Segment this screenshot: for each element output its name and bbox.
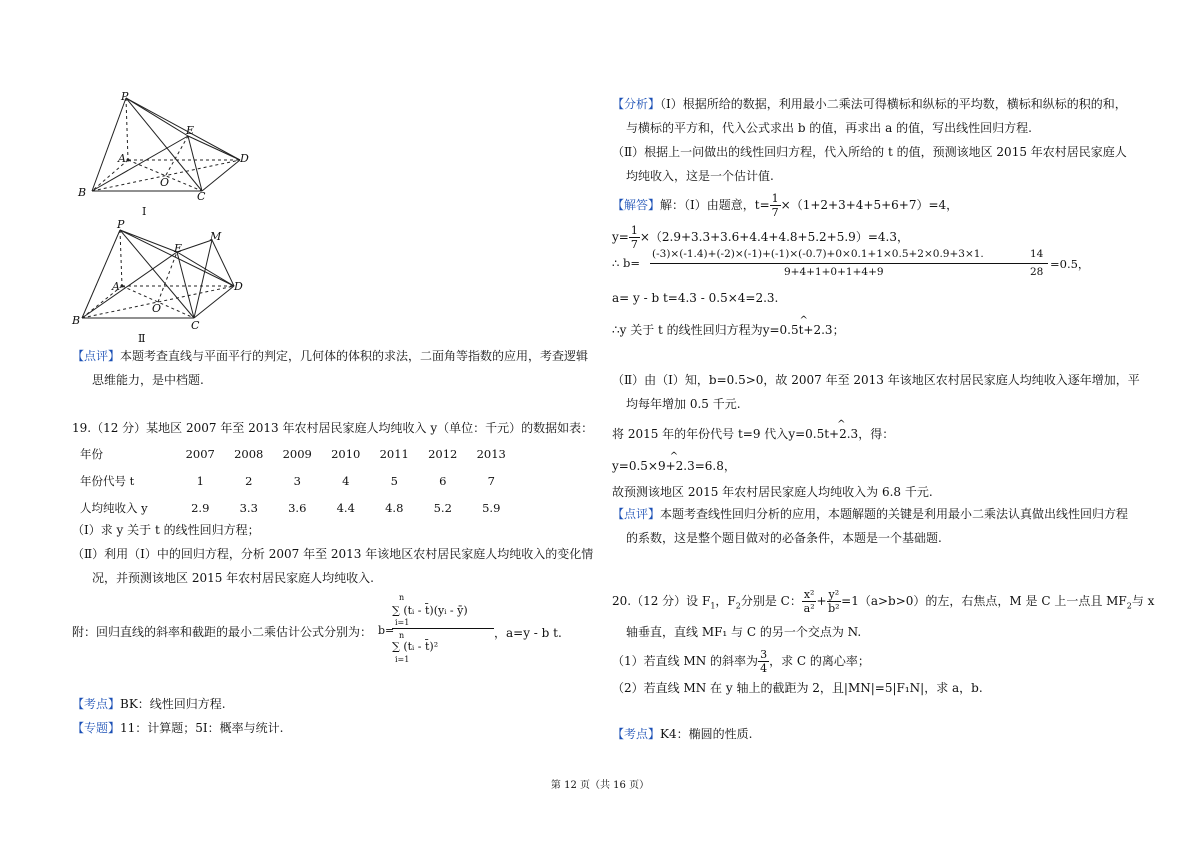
table-row-label: 年份代号 t — [80, 473, 135, 488]
table-cell: 1 — [196, 473, 204, 488]
part2-text-3a: 将 2015 年的年份代号 t=9 代入 — [612, 427, 789, 441]
table-row-label: 年份 — [80, 446, 103, 461]
q20-1-text-a: （1）若直线 MN 的斜率为 — [612, 654, 759, 668]
fenxi-line-4: 均纯收入，这是一个估计值. — [626, 169, 774, 183]
question-20-part-2: （2）若直线 MN 在 y 轴上的截距为 2，且|MN|=5|F₁N|，求 a，b. — [612, 681, 983, 695]
part2-line-2: 均每年增加 0.5 千元. — [626, 397, 741, 411]
q20-plus: + — [816, 594, 827, 608]
question-19-heading: 19.（12 分）某地区 2007 年至 2013 年农村居民家庭人均纯收入 y（单位：千元）的数据如表： — [72, 421, 594, 435]
question-19-part-2b: 况，并预测该地区 2015 年农村居民家庭人均纯收入. — [92, 571, 374, 585]
y-bar-text: ×（2.9+3.3+3.6+4.4+4.8+5.2+5.9）=4.3， — [639, 230, 909, 244]
point-label-d: D — [240, 152, 249, 165]
b-denominator-2: 28 — [1030, 266, 1044, 278]
q20-text-d: =1（a>b>0）的左，右焦点，M 是 C 上一点且 MF — [841, 594, 1127, 608]
table-cell: 2012 — [428, 446, 458, 461]
kaodian-tag-left: 【考点】 — [72, 697, 121, 711]
fraction-denominator: 7 — [630, 238, 638, 251]
b-prefix: ∴ b= — [612, 256, 640, 270]
formula-sum-bot: i=1 — [395, 618, 410, 627]
kaodian-line-right — [612, 726, 752, 742]
question-19-part-2a: （Ⅱ）利用（Ⅰ）中的回归方程，分析 2007 年至 2013 年该地区农村居民家庭人均纯收入的变化情 — [72, 547, 594, 561]
part2-text-3b: ^ y=0.5t+2.3，得： — [788, 426, 894, 442]
table-cell: 6 — [439, 473, 447, 488]
fenxi-line-1 — [612, 96, 1127, 112]
y-bar-label: y= — [612, 230, 629, 244]
comment-tag: 【点评】 — [72, 349, 121, 363]
formula-sum-top-den: n — [399, 631, 405, 640]
table-cell: 2.9 — [191, 500, 210, 515]
geometry-figure-2 — [70, 222, 270, 332]
fraction-3-4 — [758, 648, 769, 675]
table-row — [72, 440, 516, 467]
point-label-d2: D — [234, 280, 243, 293]
table-cell: 4 — [342, 473, 350, 488]
dianping-tag: 【点评】 — [612, 507, 661, 521]
fraction-denominator: 4 — [760, 662, 768, 675]
data-table — [72, 440, 516, 521]
b-numerator: (-3)×(-1.4)+(-2)×(-1)+(-1)×(-0.7)+0×0.1+1×0.5+2×0.9+3×1. — [652, 248, 984, 260]
jieda-text-1a: 解：（Ⅰ）由题意， — [660, 198, 755, 212]
fraction-denominator: a² — [803, 602, 815, 615]
fenxi-line-2: 与横标的平方和，代入公式求出 b 的值，再求出 a 的值，写出线性回归方程. — [626, 121, 1032, 135]
formula-sum-top: n — [399, 593, 405, 602]
question-19-part-1: （Ⅰ）求 y 关于 t 的线性回归方程； — [72, 523, 260, 537]
table-cell: 2 — [245, 473, 253, 488]
table-cell: 3.3 — [239, 500, 258, 515]
fraction-x2-a2 — [802, 588, 817, 615]
point-label-o2: O — [152, 302, 162, 315]
zhuanti-line — [72, 720, 283, 736]
jieda-tag: 【解答】 — [612, 198, 661, 212]
table-row — [72, 467, 516, 494]
question-20-part-1 — [612, 648, 870, 675]
jieda-line-1 — [612, 192, 958, 219]
t-bar-label: t= — [754, 198, 770, 212]
dianping-line-2: 的系数，这是整个题目做对的必备条件，本题是一个基础题. — [626, 531, 942, 545]
formula-denominator: ∑ (tᵢ - t̄)² — [392, 640, 439, 653]
point-label-c: C — [197, 190, 206, 203]
point-label-e2: E — [174, 242, 183, 255]
fraction-numerator: 1 — [771, 192, 779, 205]
table-cell: 3.6 — [288, 500, 307, 515]
b-denominator: 9+4+1+0+1+4+9 — [784, 266, 884, 278]
fraction-1-7 — [770, 192, 781, 219]
formula-fraction-bar — [392, 628, 494, 629]
fraction-numerator: x² — [803, 588, 815, 601]
table-row — [72, 494, 516, 521]
b-tail: =0.5， — [1050, 257, 1090, 271]
table-row-label: 人均纯收入 y — [80, 500, 148, 515]
point-label-a2: A — [112, 280, 120, 293]
jieda-text-1c: ×（1+2+3+4+5+6+7）=4， — [780, 198, 959, 212]
point-label-e: E — [186, 124, 195, 137]
q20-text-a: 20.（12 分）设 F — [612, 594, 711, 608]
formula-b-label: b= — [378, 624, 395, 637]
zhuanti-text: 11：计算题；5I：概率与统计. — [120, 721, 284, 735]
dianping-text-1: 本题考查线性回归分析的应用，本题解题的关键是利用最小二乘法认真做出线性回归方程 — [660, 507, 1129, 521]
part2-line-4: ^ y=0.5×9+2.3=6.8， — [612, 458, 736, 474]
equation-text: ∴y 关于 t 的线性回归方程为 — [612, 323, 763, 337]
fraction-numerator: 3 — [760, 648, 768, 661]
fraction-denominator: 7 — [771, 206, 779, 219]
kaodian-text-left: BK：线性回归方程. — [120, 697, 226, 711]
table-cell: 5.2 — [433, 500, 452, 515]
figure-label-1: Ⅰ — [142, 205, 147, 218]
table-cell: 2013 — [476, 446, 506, 461]
kaodian-line-left — [72, 696, 226, 712]
formula-sum-bot-den: i=1 — [395, 655, 410, 664]
q20-text-b: ，F — [715, 594, 736, 608]
zhuanti-tag: 【专题】 — [72, 721, 121, 735]
kaodian-text-right: K4：椭圆的性质. — [660, 727, 753, 741]
y-bar-line — [612, 224, 909, 251]
point-label-o: O — [160, 176, 170, 189]
table-cell: 2007 — [185, 446, 215, 461]
point-label-p: P — [121, 90, 129, 103]
part2-line-3 — [612, 426, 894, 442]
b-numerator-2: 14 — [1030, 248, 1044, 260]
part2-line-5: 故预测该地区 2015 年农村居民家庭人均纯收入为 6.8 千元. — [612, 485, 933, 499]
b-fraction-bar — [650, 263, 1048, 264]
table-cell: 4.8 — [385, 500, 404, 515]
fraction-numerator: y² — [828, 588, 840, 601]
fraction-y2-b2 — [827, 588, 842, 615]
comment-text-1: 本题考查直线与平面平行的判定，几何体的体积的求法，二面角等指数的应用，考查逻辑 — [120, 349, 589, 363]
question-20-line-2: 轴垂直，直线 MF₁ 与 C 的另一个交点为 N. — [626, 625, 862, 639]
page-footer: 第 12 页（共 16 页） — [550, 780, 650, 791]
fraction-1-7-b — [629, 224, 640, 251]
point-label-b: B — [78, 186, 87, 199]
formula-a: ，a=y - b t. — [494, 626, 562, 640]
comment-line-1 — [72, 348, 588, 364]
equation-line — [612, 322, 845, 338]
point-label-c2: C — [191, 319, 200, 332]
table-cell: 7 — [487, 473, 495, 488]
table-cell: 4.4 — [336, 500, 355, 515]
point-label-b2: B — [72, 314, 81, 327]
question-20-line-1 — [612, 588, 1154, 615]
equation-value: ^ y=0.5t+2.3； — [763, 322, 845, 338]
point-label-p2: P — [117, 218, 125, 231]
kaodian-tag-right: 【考点】 — [612, 727, 661, 741]
table-cell: 2009 — [282, 446, 312, 461]
point-label-a: A — [118, 152, 126, 165]
comment-line-2: 思维能力，是中档题. — [92, 373, 204, 387]
q20-text-c: 分别是 C： — [740, 594, 802, 608]
point-label-m2: M — [210, 230, 222, 243]
q20-sub-2: 2 — [735, 601, 741, 611]
table-cell: 2008 — [234, 446, 264, 461]
table-cell: 2010 — [331, 446, 361, 461]
a-line: a= y - b t=4.3 - 0.5×4=2.3. — [612, 291, 779, 305]
fraction-numerator: 1 — [630, 224, 638, 237]
table-cell: 5.9 — [482, 500, 501, 515]
formula-numerator: ∑ (tᵢ - t̄)(yᵢ - ȳ) — [392, 604, 468, 617]
table-cell: 5 — [390, 473, 398, 488]
q20-sub-3: 2 — [1126, 601, 1132, 611]
part2-line-1: （Ⅱ）由（Ⅰ）知，b=0.5>0，故 2007 年至 2013 年该地区农村居民家庭人均纯收入逐年增加，平 — [612, 373, 1140, 387]
dianping-line-1 — [612, 506, 1128, 522]
q20-sub-1: 1 — [710, 601, 716, 611]
fraction-denominator: b² — [828, 602, 840, 615]
table-cell: 3 — [293, 473, 301, 488]
fenxi-line-3: （Ⅱ）根据上一问做出的线性回归方程，代入所给的 t 的值，预测该地区 2015 年农村居民家庭人 — [612, 145, 1127, 159]
fenxi-tag: 【分析】 — [612, 97, 661, 111]
formula-prefix: 附：回归直线的斜率和截距的最小二乘估计公式分别为： — [72, 625, 373, 639]
table-cell: 2011 — [379, 446, 409, 461]
q20-text-e: 与 x — [1131, 594, 1155, 608]
q20-1-text-b: ，求 C 的离心率； — [769, 654, 870, 668]
figure-label-2: Ⅱ — [138, 332, 146, 345]
fenxi-text-1: （Ⅰ）根据所给的数据，利用最小二乘法可得横标和纵标的平均数，横标和纵标的积的和， — [660, 97, 1127, 111]
